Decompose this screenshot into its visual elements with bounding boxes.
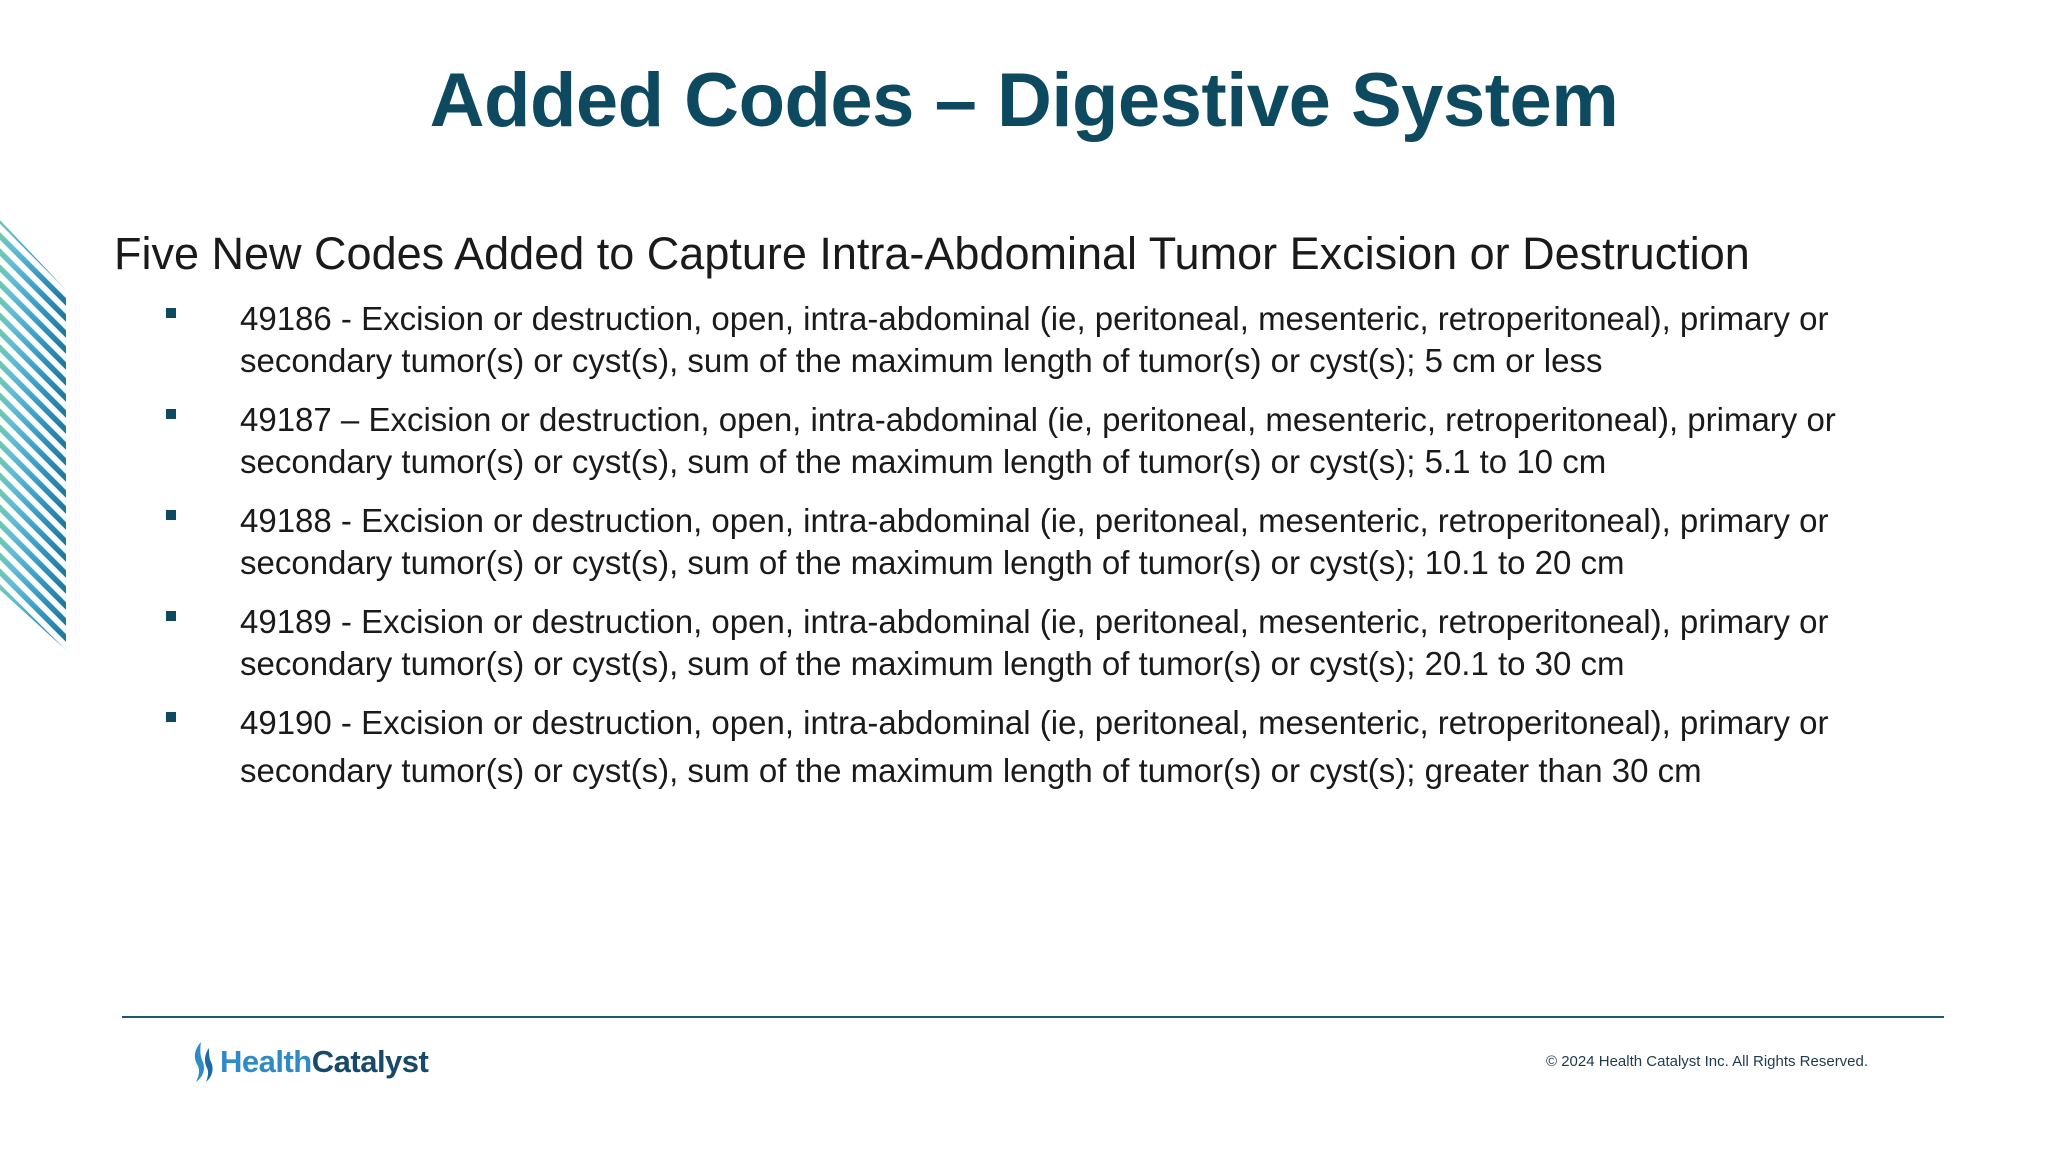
copyright-notice: © 2024 Health Catalyst Inc. All Rights Reserved. bbox=[1546, 1053, 1869, 1070]
code-description-line2: secondary tumor(s) or cyst(s), sum of the maximum length of tumor(s) or cyst(s); greater than 30 cm bbox=[240, 752, 1702, 789]
code-description-line2: secondary tumor(s) or cyst(s), sum of the maximum length of tumor(s) or cyst(s); 5 cm or less bbox=[240, 342, 1603, 379]
code-description-line1: 49188 - Excision or destruction, open, intra-abdominal (ie, peritoneal, mesenteric, retroperitoneal), primary or bbox=[240, 502, 1829, 539]
list-item bbox=[164, 702, 2004, 792]
logo-word-health: Health bbox=[220, 1044, 312, 1079]
code-description-line2: secondary tumor(s) or cyst(s), sum of the maximum length of tumor(s) or cyst(s); 10.1 to 20 cm bbox=[240, 544, 1625, 581]
list-item bbox=[164, 601, 2004, 685]
code-list bbox=[164, 298, 2004, 809]
square-bullet-icon bbox=[166, 409, 176, 419]
code-description-line1: 49187 – Excision or destruction, open, intra-abdominal (ie, peritoneal, mesenteric, retroperitoneal), primary or bbox=[240, 401, 1836, 438]
diagonal-stripes-decoration bbox=[0, 220, 70, 650]
code-description-line1: 49190 - Excision or destruction, open, intra-abdominal (ie, peritoneal, mesenteric, retroperitoneal), primary or bbox=[240, 704, 1829, 741]
code-description-line2: secondary tumor(s) or cyst(s), sum of the maximum length of tumor(s) or cyst(s); 5.1 to 10 cm bbox=[240, 443, 1607, 480]
code-description-line1: 49186 - Excision or destruction, open, intra-abdominal (ie, peritoneal, mesenteric, retroperitoneal), primary or bbox=[240, 300, 1829, 337]
footer-divider bbox=[122, 1016, 1944, 1018]
slide-subtitle: Five New Codes Added to Capture Intra-Abdominal Tumor Excision or Destruction bbox=[114, 228, 1750, 279]
logo-text bbox=[220, 1040, 428, 1084]
logo-word-catalyst: Catalyst bbox=[311, 1044, 429, 1079]
health-catalyst-logo bbox=[190, 1040, 428, 1084]
square-bullet-icon bbox=[166, 611, 176, 621]
square-bullet-icon bbox=[166, 308, 176, 318]
code-description-line1: 49189 - Excision or destruction, open, intra-abdominal (ie, peritoneal, mesenteric, retroperitoneal), primary or bbox=[240, 603, 1829, 640]
code-description-line2: secondary tumor(s) or cyst(s), sum of the maximum length of tumor(s) or cyst(s); 20.1 to 30 cm bbox=[240, 645, 1625, 682]
list-item bbox=[164, 298, 2004, 382]
flame-logo-icon bbox=[190, 1040, 216, 1084]
slide-title: Added Codes – Digestive System bbox=[429, 58, 1619, 143]
square-bullet-icon bbox=[166, 510, 176, 520]
list-item bbox=[164, 500, 2004, 584]
square-bullet-icon bbox=[166, 712, 176, 722]
list-item bbox=[164, 399, 2004, 483]
